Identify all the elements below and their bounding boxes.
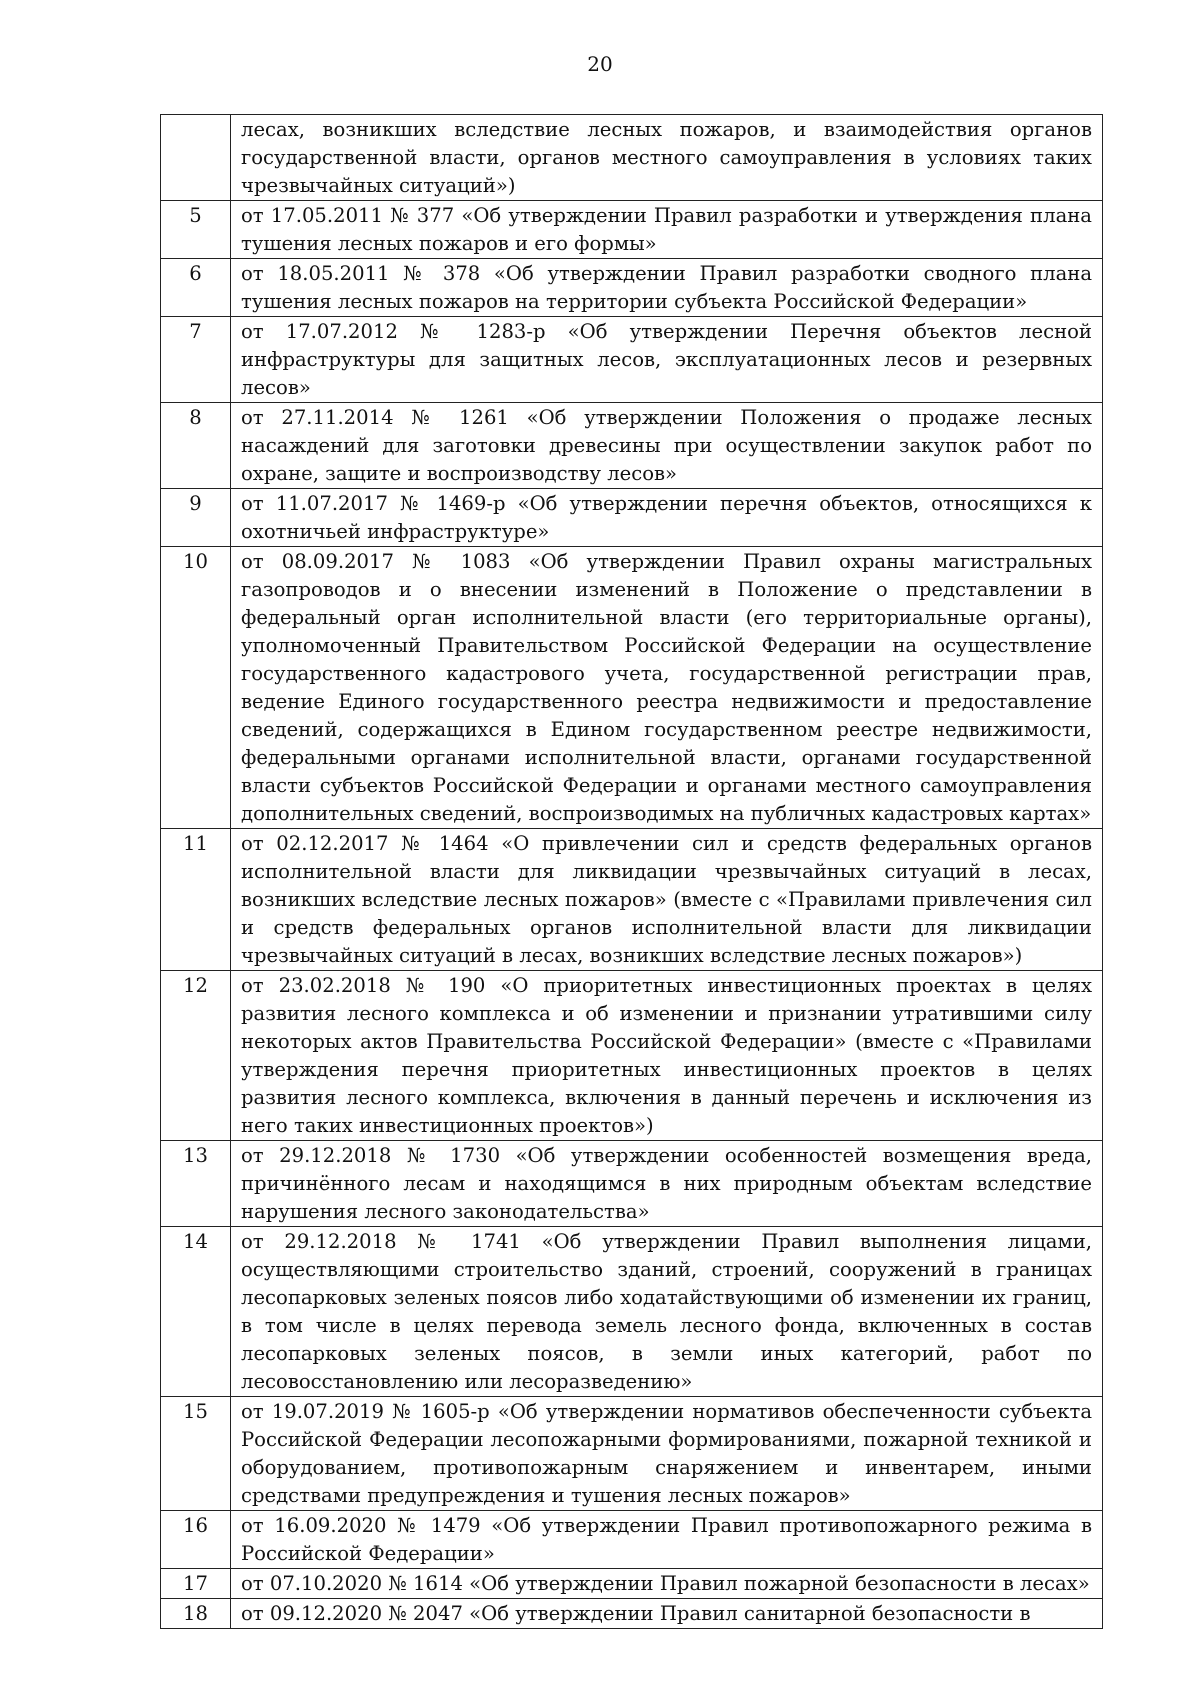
table-row: [161, 317, 1103, 403]
table-row: [161, 1141, 1103, 1227]
row-text: от 11.07.2017 № 1469-р «Об утверждении перечня объектов, относящихся к охотничьей инфраструктуре»: [231, 489, 1103, 547]
row-number: 9: [161, 489, 231, 547]
table-row: [161, 489, 1103, 547]
row-number: 7: [161, 317, 231, 403]
table-row: [161, 1227, 1103, 1397]
row-text: от 16.09.2020 № 1479 «Об утверждении Правил противопожарного режима в Российской Федерации»: [231, 1511, 1103, 1569]
page-number: 20: [587, 52, 613, 76]
row-number: [161, 115, 231, 201]
table-row: [161, 1511, 1103, 1569]
row-text: от 17.05.2011 № 377 «Об утверждении Правил разработки и утверждения плана тушения лесных пожаров и его формы»: [231, 201, 1103, 259]
row-text: от 29.12.2018 № 1730 «Об утверждении особенностей возмещения вреда, причинённого лесам и находящимся в них природным объектам вследствие нарушения лесного законодательства»: [231, 1141, 1103, 1227]
row-number: 5: [161, 201, 231, 259]
row-number: 16: [161, 1511, 231, 1569]
table-row: [161, 403, 1103, 489]
table-row: [161, 201, 1103, 259]
row-number: 10: [161, 547, 231, 829]
table-row: [161, 1599, 1103, 1629]
row-text: от 18.05.2011 № 378 «Об утверждении Правил разработки сводного плана тушения лесных пожаров на территории субъекта Российской Федерации»: [231, 259, 1103, 317]
row-text: от 23.02.2018 № 190 «О приоритетных инвестиционных проектах в целях развития лесного комплекса и об изменении и признании утратившими силу некоторых актов Правительства Российской Федерации» (вместе с «Правилами утверждения перечня приоритетных инвестиционных проектов в целях развития лесного комплекса, включения в данный перечень и исключения из него таких инвестиционных проектов»): [231, 971, 1103, 1141]
row-text: от 19.07.2019 № 1605-р «Об утверждении нормативов обеспеченности субъекта Российской Федерации лесопожарными формированиями, пожарной техникой и оборудованием, противопожарным снаряжением и инвентарем, иными средствами предупреждения и тушения лесных пожаров»: [231, 1397, 1103, 1511]
table-row: [161, 1397, 1103, 1511]
row-text: от 02.12.2017 № 1464 «О привлечении сил и средств федеральных органов исполнительной власти для ликвидации чрезвычайных ситуаций в лесах, возникших вследствие лесных пожаров» (вместе с «Правилами привлечения сил и средств федеральных органов исполнительной власти для ликвидации чрезвычайных ситуаций в лесах, возникших вследствие лесных пожаров»): [231, 829, 1103, 971]
row-text: лесах, возникших вследствие лесных пожаров, и взаимодействия органов государственной власти, органов местного самоуправления в условиях таких чрезвычайных ситуаций»): [231, 115, 1103, 201]
table-row: [161, 115, 1103, 201]
row-number: 11: [161, 829, 231, 971]
row-number: 13: [161, 1141, 231, 1227]
row-text: от 08.09.2017 № 1083 «Об утверждении Правил охраны магистральных газопроводов и о внесении изменений в Положение о представлении в федеральный орган исполнительной власти (его территориальные органы), уполномоченный Правительством Российской Федерации на осуществление государственного кадастрового учета, государственной регистрации прав, ведение Единого государственного реестра недвижимости и предоставление сведений, содержащихся в Едином государственном реестре недвижимости, федеральными органами исполнительной власти, органами государственной власти субъектов Российской Федерации и органами местного самоуправления дополнительных сведений, воспроизводимых на публичных кадастровых картах»: [231, 547, 1103, 829]
row-number: 12: [161, 971, 231, 1141]
row-text: от 27.11.2014 № 1261 «Об утверждении Положения о продаже лесных насаждений для заготовки древесины при осуществлении закупок работ по охране, защите и воспроизводству лесов»: [231, 403, 1103, 489]
row-number: 18: [161, 1599, 231, 1629]
row-number: 6: [161, 259, 231, 317]
row-text: от 17.07.2012 № 1283-р «Об утверждении Перечня объектов лесной инфраструктуры для защитных лесов, эксплуатационных лесов и резервных лесов»: [231, 317, 1103, 403]
acts-table: [160, 114, 1103, 1629]
table-row: [161, 547, 1103, 829]
row-text: от 09.12.2020 № 2047 «Об утверждении Правил санитарной безопасности в: [231, 1599, 1103, 1629]
table-row: [161, 971, 1103, 1141]
row-text: от 29.12.2018 № 1741 «Об утверждении Правил выполнения лицами, осуществляющими строительство зданий, строений, сооружений в границах лесопарковых зеленых поясов либо ходатайствующими об изменении их границ, в том числе в целях перевода земель лесного фонда, включенных в состав лесопарковых зеленых поясов, в земли иных категорий, работ по лесовосстановлению или лесоразведению»: [231, 1227, 1103, 1397]
row-number: 8: [161, 403, 231, 489]
row-number: 14: [161, 1227, 231, 1397]
row-number: 15: [161, 1397, 231, 1511]
table-row: [161, 259, 1103, 317]
row-text: от 07.10.2020 № 1614 «Об утверждении Правил пожарной безопасности в лесах»: [231, 1569, 1103, 1599]
table-row: [161, 1569, 1103, 1599]
row-number: 17: [161, 1569, 231, 1599]
table-row: [161, 829, 1103, 971]
